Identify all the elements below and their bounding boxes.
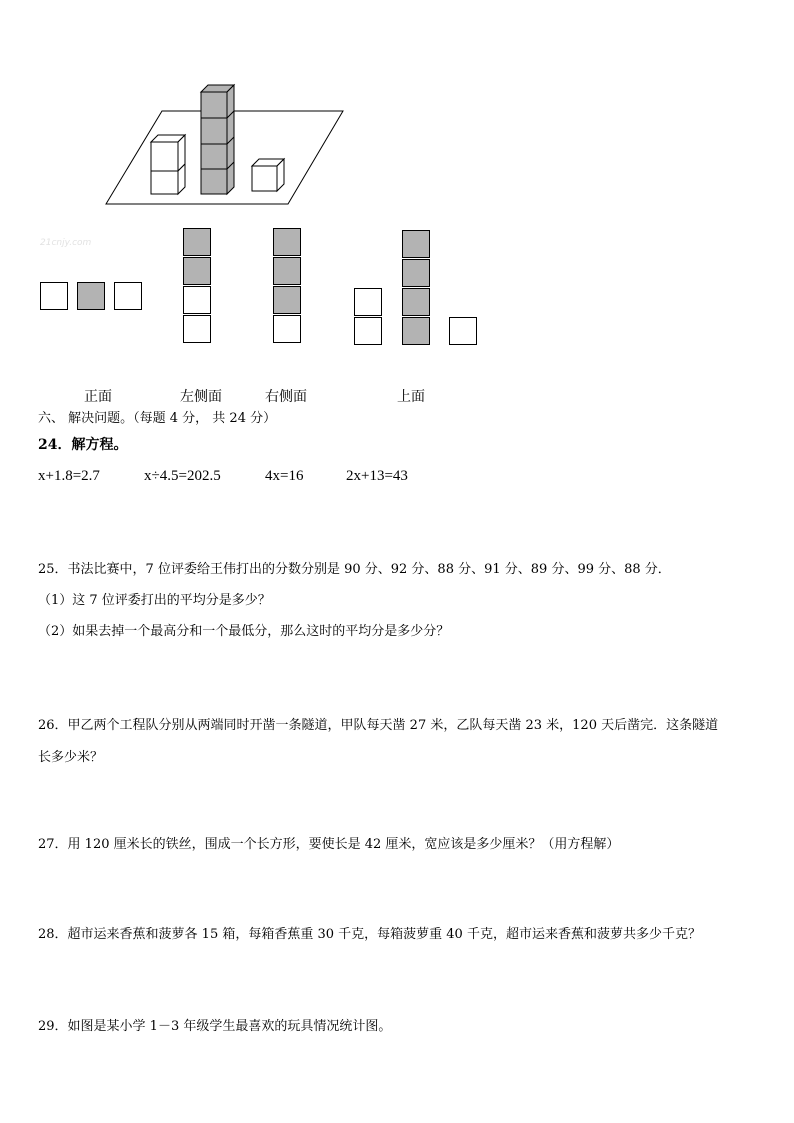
question-25-part-2: （2）如果去掉一个最高分和一个最低分，那么这时的平均分是多少分？ [38, 624, 450, 639]
equation-4: 2x+13=43 [346, 468, 408, 484]
cube-stack-left [151, 135, 185, 194]
question-25-part-1: （1）这 7 位评委打出的平均分是多少？ [38, 593, 271, 608]
cube-stack-tall [201, 85, 234, 194]
label-left-side: 左侧面 [180, 389, 222, 405]
cube-single-right [252, 159, 284, 191]
equation-1: x+1.8=2.7 [38, 468, 100, 484]
equation-2: x÷4.5=202.5 [144, 468, 221, 484]
label-top: 上面 [397, 389, 425, 405]
question-26-line-2: 长多少米？ [38, 750, 104, 765]
label-right-side: 右侧面 [265, 389, 307, 405]
question-29: 29．如图是某小学 1－3 年级学生最喜欢的玩具情况统计图。 [38, 1019, 392, 1034]
label-front: 正面 [84, 389, 112, 405]
question-28: 28．超市运来香蕉和菠萝各 15 箱，每箱香蕉重 30 千克，每箱菠萝重 40 千克，超市运来香蕉和菠萝共多少千克？ [38, 927, 701, 942]
equation-3: 4x=16 [265, 468, 304, 484]
section-heading: 六、 解决问题。（每题 4 分， 共 24 分） [38, 411, 277, 426]
question-27: 27．用 120 厘米长的铁丝，围成一个长方形，要使长是 42 厘米，宽应该是多少厘米？（用方程解） [38, 837, 620, 852]
cube-arrangement-figure [100, 80, 350, 210]
question-24-title: 24．解方程。 [38, 437, 128, 453]
question-25-stem: 25．书法比赛中，7 位评委给王伟打出的分数分别是 90 分、92 分、88 分、91 分、89 分、99 分、88 分． [38, 562, 671, 577]
question-26-line-1: 26．甲乙两个工程队分别从两端同时开凿一条隧道，甲队每天凿 27 米，乙队每天凿 23 米，120 天后凿完．这条隧道 [38, 718, 719, 733]
watermark: 21cnjy.com [40, 238, 92, 248]
